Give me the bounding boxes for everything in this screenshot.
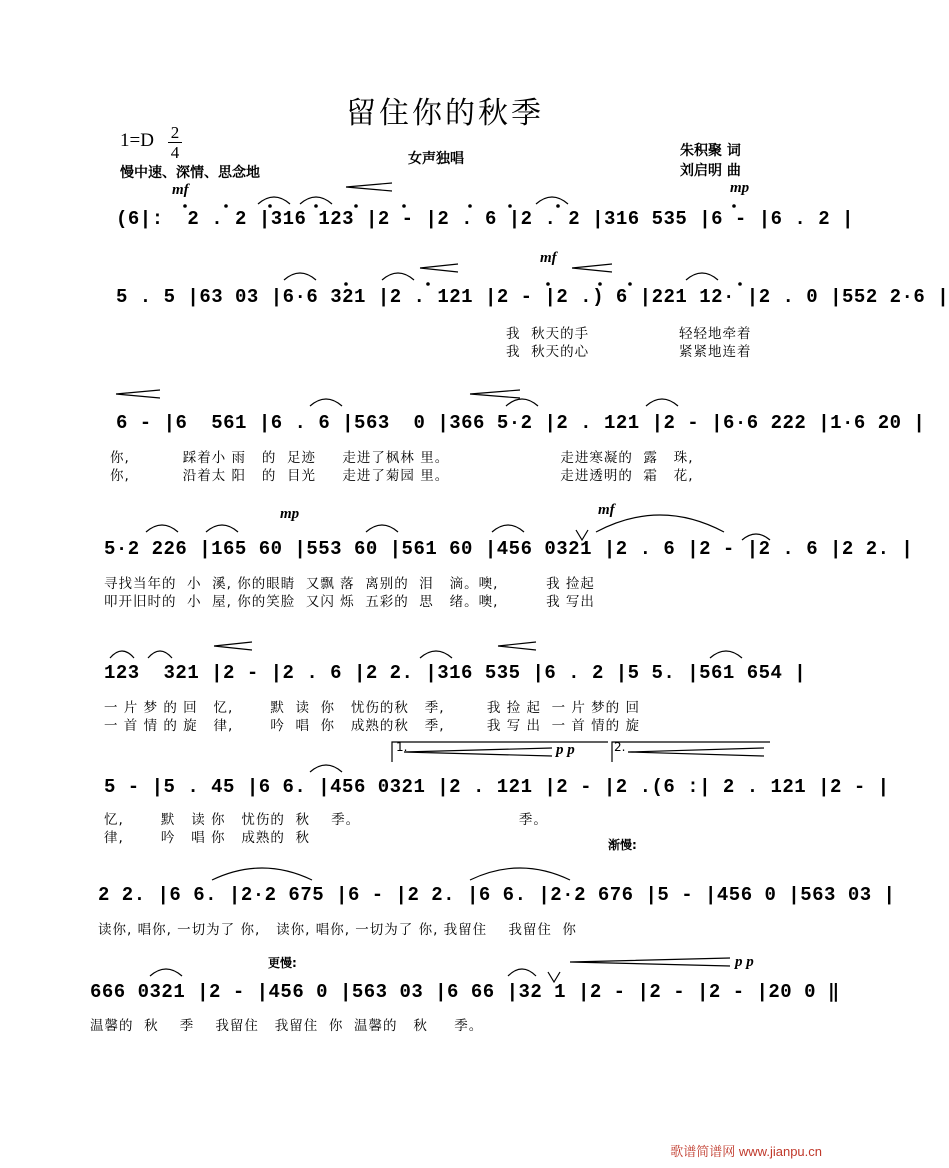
notes-line-7: 2 2. |6 6. |2·2 675 |6 - |2 2. |6 6. |2·2 676 |5 - |456 0 |563 03 | — [98, 884, 896, 906]
lyrics-line-2-verse-2: 我 秋天的心 紧紧地连着 — [506, 344, 752, 360]
notes-line-8: 666 0321 |2 - |456 0 |563 03 |6 66 |32 1 |2 - |2 - |2 - |20 0 ‖ — [90, 981, 840, 1003]
lyrics-line-7: 读你, 唱你, 一切为了 你, 读你, 唱你, 一切为了 你, 我留住 我留住 你 — [98, 922, 577, 938]
watermark: 歌谱简谱网 www.jianpu.cn — [670, 1144, 822, 1159]
key-signature: 1=D — [120, 130, 154, 151]
lyrics-line-4-verse-1: 寻找当年的 小 溪, 你的眼睛 又飘 落 离别的 泪 滴。噢, 我 捡起 — [104, 576, 595, 592]
lyrics-line-6-verse-2: 律, 吟 唱 你 成熟的 秋 — [104, 830, 310, 846]
dynamic-mf: mf — [540, 250, 557, 266]
lyrics-line-4-verse-2: 叩开旧时的 小 屋, 你的笑脸 又闪 烁 五彩的 思 绪。噢, 我 写出 — [104, 594, 595, 610]
hairpin — [116, 390, 160, 398]
hairpin — [570, 958, 730, 966]
hairpin — [346, 183, 392, 191]
hairpin — [470, 390, 520, 398]
lyrics-line-3-verse-2: 你, 沿着太 阳 的 目光 走进了菊园 里。 走进透明的 霜 花, — [110, 468, 694, 484]
lyricist-credit: 朱积聚 词 — [680, 143, 741, 159]
notes-line-6: 5 - |5 . 45 |6 6. |456 0321 |2 . 121 |2 - |2 .(6 :| 2 . 121 |2 - | — [104, 776, 890, 798]
dynamic-mf: mf — [598, 502, 615, 518]
lyrics-line-8: 温馨的 秋 季 我留住 我留住 你 温馨的 秋 季。 — [90, 1018, 484, 1034]
dynamic-pp: p p — [556, 742, 575, 758]
notes-line-3: 6 - |6 561 |6 . 6 |563 0 |366 5·2 |2 . 121 |2 - |6·6 222 |1·6 20 | — [116, 412, 926, 434]
hairpin — [214, 642, 252, 650]
dynamic-mp: mp — [730, 180, 750, 196]
performance-note: 女声独唱 — [408, 151, 464, 167]
hairpin — [498, 642, 536, 650]
lyrics-line-6-verse-1: 忆, 默 读 你 忧伤的 秋 季。 季。 — [104, 812, 548, 828]
dynamic-mp: mp — [280, 506, 300, 522]
composer-credit: 刘启明 曲 — [680, 163, 741, 179]
ending-2-label: 2. — [614, 740, 626, 754]
time-sig-top: 2 — [170, 123, 180, 142]
notation-line-2 — [0, 286, 949, 326]
ending-1-label: 1. — [396, 740, 408, 754]
notes-line-1: (6|: 2 . 2 |316 123 |2 - |2 . 6 |2 . 2 |316 535 |6 - |6 . 2 | — [116, 208, 854, 230]
dynamic-mf: mf — [172, 182, 189, 198]
hairpin — [420, 264, 458, 272]
dynamic-pp: p p — [735, 954, 754, 970]
time-sig-bottom: 4 — [170, 143, 180, 162]
hairpin — [404, 748, 552, 756]
notes-line-5: 123 321 |2 - |2 . 6 |2 2. |316 535 |6 . 2 |5 5. |561 654 | — [104, 662, 807, 684]
hairpin — [572, 264, 612, 272]
notation-line-1 — [0, 208, 854, 248]
lyrics-line-5-verse-1: 一 片 梦 的 回 忆, 默 读 你 忧伤的秋 季, 我 捡 起 一 片 梦的 回 — [104, 700, 640, 716]
tempo-marking: 慢中速、深情、思念地 — [120, 165, 260, 181]
notes-line-2: 5 . 5 |63 03 |6·6 321 |2 . 121 |2 - |2 .) 6 |221 12· |2 . 0 |552 2·6 | — [116, 286, 949, 308]
hairpin — [628, 748, 764, 756]
lyrics-line-2-verse-1: 我 秋天的手 轻轻地牵着 — [506, 326, 752, 342]
lyrics-line-5-verse-2: 一 首 情 的 旋 律, 吟 唱 你 成熟的秋 季, 我 写 出 一 首 情的 旋 — [104, 718, 640, 734]
song-title: 留住你的秋季 — [346, 96, 544, 131]
time-signature — [168, 124, 182, 161]
notes-line-4: 5·2 226 |165 60 |553 60 |561 60 |456 0321 |2 . 6 |2 - |2 . 6 |2 2. | — [104, 538, 914, 560]
slower-mark: 更慢: — [268, 956, 297, 970]
lyrics-line-3-verse-1: 你, 踩着小 雨 的 足迹 走进了枫林 里。 走进寒凝的 露 珠, — [110, 450, 694, 466]
gradual-slow-mark: 渐慢: — [608, 838, 637, 852]
